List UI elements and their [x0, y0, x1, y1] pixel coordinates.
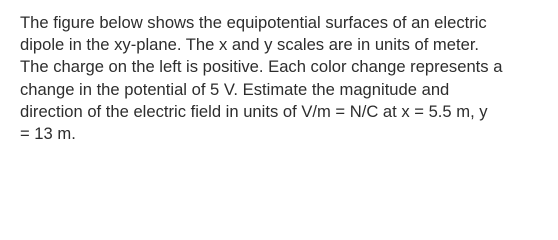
- question-line-1: The figure below shows the equipotential surfaces of an electric: [20, 13, 487, 32]
- question-text: [20, 12, 540, 145]
- question-line-3: The charge on the left is positive. Each color change represents a: [20, 57, 503, 77]
- question-line-5: direction of the electric field in units of V/m = N/C at x = 5.5 m, y: [20, 101, 488, 121]
- question-line-2: dipole in the xy-plane. The x and y scales are in units of meter.: [20, 35, 480, 55]
- question-line-6: = 13 m.: [20, 124, 76, 144]
- question-line-4: change in the potential of 5 V. Estimate the magnitude and: [20, 79, 450, 99]
